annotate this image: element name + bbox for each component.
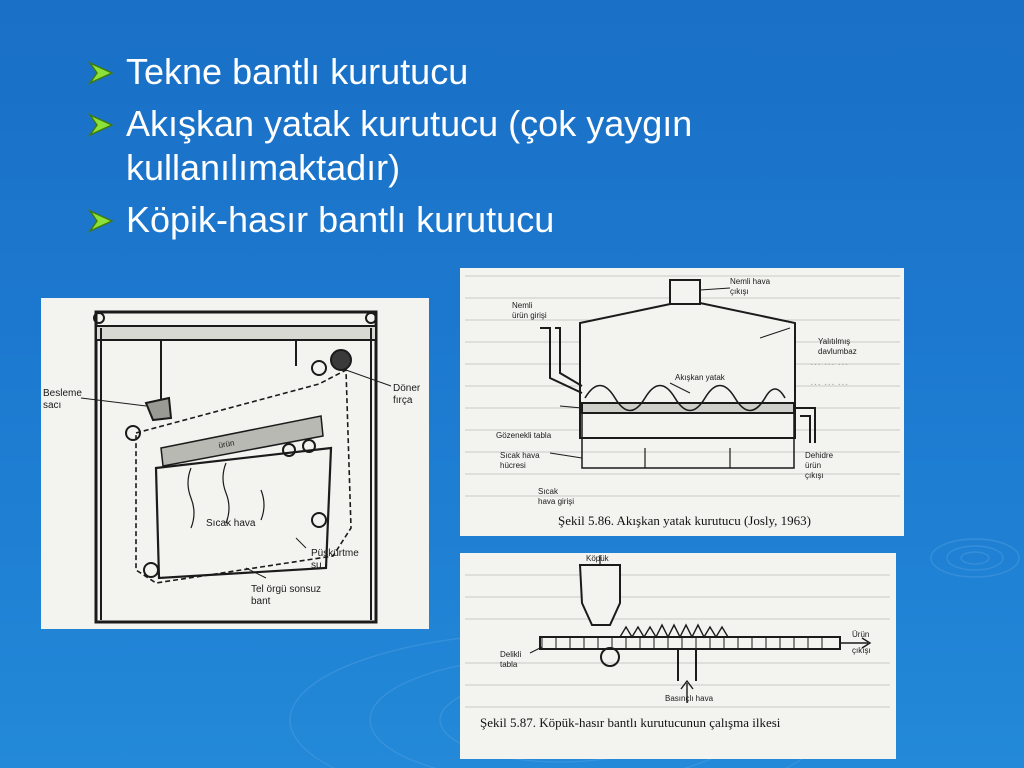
belt-label: Tel örgü sonsuz: [251, 584, 322, 595]
foam-label: Köpük: [586, 554, 609, 563]
humid-air-label: Nemli hava: [730, 277, 771, 286]
dry-product-out-label: Dehidre: [805, 451, 834, 460]
bullet-item: [88, 50, 888, 94]
product-out-label: Ürün: [852, 630, 870, 639]
dry-product-out-label: ürün: [805, 461, 822, 470]
feed-plate-label: sacı: [43, 400, 62, 411]
fluid-bed-label: Akışkan yatak: [675, 373, 725, 382]
brush-label: fırça: [393, 395, 413, 406]
brush-label: Döner: [393, 383, 421, 394]
background-text: [810, 359, 848, 391]
product-out-label: çıkışı: [852, 646, 871, 655]
svg-text:··· ··· ···: ··· ··· ···: [810, 379, 849, 391]
arrow-bullet-icon: [88, 61, 114, 85]
bullet-text: Tekne bantlı kurutucu: [126, 51, 469, 92]
bullet-item: [88, 198, 888, 242]
figure-caption: Şekil 5.87. Köpük-hasır bantlı kurutucunun çalışma ilkesi: [480, 715, 781, 730]
dry-product-out-label: çıkışı: [805, 471, 824, 480]
bullet-item: [88, 102, 888, 190]
humid-air-label: çıkışı: [730, 287, 749, 296]
hot-air-label: Sıcak hava: [206, 518, 256, 529]
belt-label: bant: [251, 596, 271, 607]
arrow-bullet-icon: [88, 209, 114, 233]
perforated-tray-label: tabla: [500, 660, 518, 669]
tray-belt-dryer-figure: [41, 298, 429, 629]
hot-air-inlet-label: Sıcak: [538, 487, 559, 496]
hot-air-chamber-label: Sıcak hava: [500, 451, 540, 460]
foam-mat-dryer-figure: [460, 553, 896, 759]
spray-label: Püskürtme: [311, 548, 359, 559]
fluid-bed-drawing: [460, 268, 904, 536]
perforated-tray-label: Delikli: [500, 650, 522, 659]
svg-text:··· ··· ···: ··· ··· ···: [810, 359, 849, 371]
wet-product-in-label: Nemli: [512, 301, 533, 310]
wet-product-in-label: ürün girişi: [512, 311, 547, 320]
product-label: ürün: [217, 438, 236, 450]
porous-plate-label: Gözenekli tabla: [496, 431, 552, 440]
foam-mat-drawing: [460, 553, 896, 759]
feed-plate-label: Besleme: [43, 388, 82, 399]
figure-caption: Şekil 5.86. Akışkan yatak kurutucu (Josly, 1963): [558, 513, 811, 528]
tray-dryer-drawing: [41, 298, 429, 629]
spray-label: su: [311, 560, 322, 571]
bullet-text: Köpik-hasır bantlı kurutucu: [126, 199, 555, 240]
hot-air-inlet-label: hava girişi: [538, 497, 575, 506]
hot-air-chamber-label: hücresi: [500, 461, 526, 470]
pressure-air-label: Basınçlı hava: [665, 694, 714, 703]
bullet-list: [88, 50, 888, 250]
damper-label: davlumbaz: [818, 347, 857, 356]
bullet-text: Akışkan yatak kurutucu (çok yaygın kullanılımaktadır): [126, 103, 693, 188]
arrow-bullet-icon: [88, 113, 114, 137]
damper-label: Yalıtılmış: [818, 337, 851, 346]
fluid-bed-dryer-figure: [460, 268, 904, 536]
